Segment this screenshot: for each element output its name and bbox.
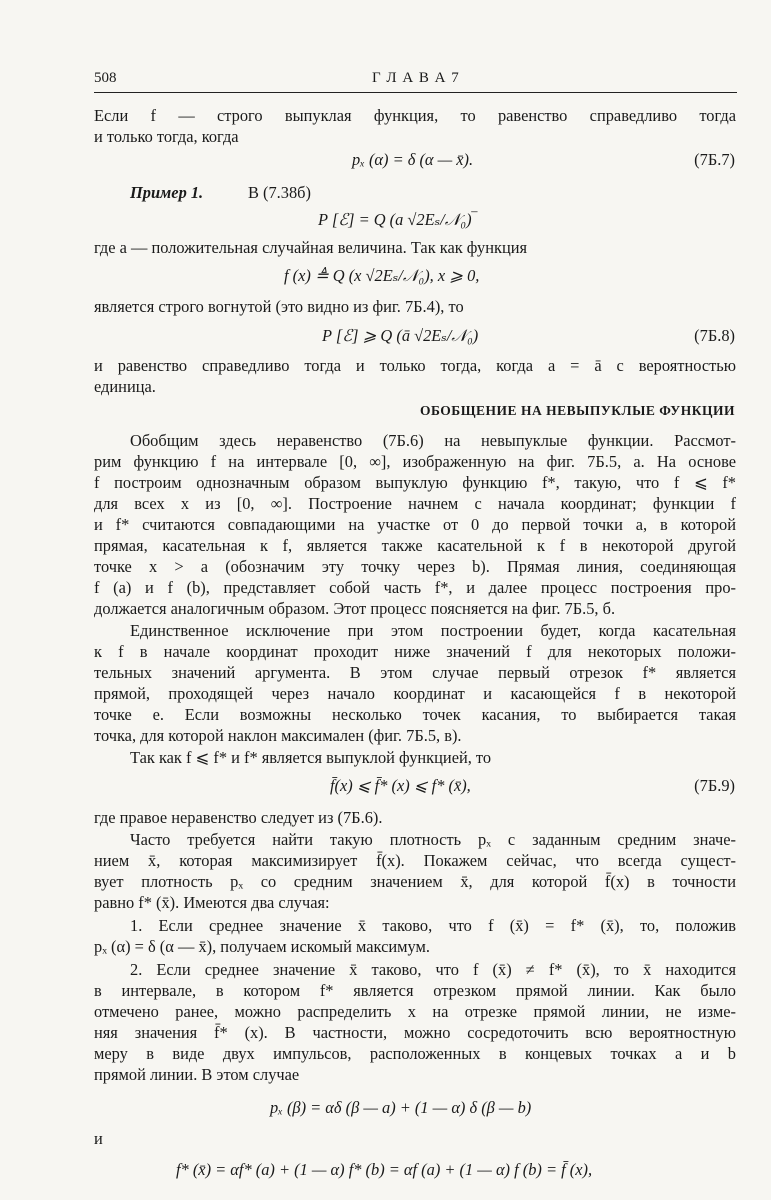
text-line: прямая, касательная к f, является также касательной к f в некоторой другой	[94, 536, 736, 555]
equation-number: (7Б.7)	[694, 150, 735, 169]
text-line: Часто требуется найти такую плотность pₓ с заданным средним значе-	[130, 830, 736, 849]
text-line: вует плотность pₓ со средним значением x̄, для которой f̄(x) в точности	[94, 872, 736, 891]
text-line: рим функцию f на интервале [0, ∞], изображенную на фиг. 7Б.5, a. На основе	[94, 452, 736, 471]
text-line: f построим однозначным образом выпуклую функцию f*, такую, что f ⩽ f*	[94, 473, 736, 492]
text-line: Так как f ⩽ f* и f* является выпуклой функцией, то	[130, 748, 492, 767]
equation-number: (7Б.8)	[694, 326, 735, 345]
equation-pe1: P [ℰ] = Q (a √2Eₛ/𝒩₀)‾	[318, 210, 478, 229]
text-line: точке e. Если возможны несколько точек касания, то выбирается такая	[94, 705, 736, 724]
text-line: и только тогда, когда	[94, 127, 239, 146]
text-line: в интервале, в котором f* является отрезком прямой линии. Как было	[94, 981, 736, 1000]
text-line: f (a) и f (b), представляет собой часть f*, и далее процесс построения про-	[94, 578, 736, 597]
text-line: Единственное исключение при этом построении будет, когда касательная	[130, 621, 736, 640]
equation-7b8: P [ℰ] ⩾ Q (ā √2Eₛ/𝒩₀)	[322, 326, 479, 345]
text-line: равно f* (x̄). Имеются два случая:	[94, 893, 330, 912]
text-line: прямой, проходящей через начало координат и касающейся f в некоторой	[94, 684, 736, 703]
page-number: 508	[94, 70, 117, 86]
text-line: является строго вогнутой (это видно из фиг. 7Б.4), то	[94, 297, 464, 316]
equation-number: (7Б.9)	[694, 776, 735, 795]
equation-final: f* (x̄) = αf* (a) + (1 — α) f* (b) = αf (a) + (1 — α) f (b) = f̄ (x),	[176, 1160, 593, 1179]
text-line: няя значения f̄* (x). В частности, можно сосредоточить всю вероятностную	[94, 1023, 736, 1042]
text-line: отмечено ранее, можно распределить x на отрезке прямой линии, не изме-	[94, 1002, 736, 1021]
chapter-title: Г Л А В А 7	[372, 70, 460, 86]
header-rule	[94, 92, 737, 93]
text-line: должается аналогичным образом. Этот процесс поясняется на фиг. 7Б.5, б.	[94, 599, 616, 618]
text-line: и равенство справедливо тогда и только тогда, когда a = ā с вероятностью	[94, 356, 736, 375]
text-line: для всех x из [0, ∞]. Построение начнем с начала координат; функции f	[94, 494, 736, 513]
text-line: и	[94, 1129, 103, 1148]
text-line: меру в виде двух импульсов, расположенных в концевых точках a и b	[94, 1044, 736, 1063]
text-line: где правое неравенство следует из (7Б.6).	[94, 808, 383, 827]
text-line: тельных значений аргумента. В этом случае первый отрезок f* является	[94, 663, 736, 682]
text-line: pₓ (α) = δ (α — x̄), получаем искомый максимум.	[94, 937, 430, 956]
text-line: 1. Если среднее значение x̄ таково, что f (x̄) = f* (x̄), то, положив	[130, 916, 736, 935]
text-line: Если f — строго выпуклая функция, то равенство справедливо тогда	[94, 106, 736, 125]
text-line: единица.	[94, 377, 156, 396]
equation-7b9: f̄(x) ⩽ f̄* (x) ⩽ f* (x̄),	[330, 776, 471, 795]
text-line: где a — положительная случайная величина. Так как функция	[94, 238, 528, 257]
text-line: к f в начале координат проходит ниже значений f для некоторых положи-	[94, 642, 736, 661]
equation-fx: f (x) ≜ Q (x √2Eₛ/𝒩₀), x ⩾ 0,	[284, 266, 480, 285]
example-label: Пример 1.	[130, 183, 204, 202]
text-line: точка, для которой наклон максимален (фиг. 7Б.5, в).	[94, 726, 462, 745]
equation-7b7: pₓ (α) = δ (α — x̄).	[352, 150, 474, 169]
text-line: В (7.38б)	[248, 183, 311, 202]
section-heading: ОБОБЩЕНИЕ НА НЕВЫПУКЛЫЕ ФУНКЦИИ	[419, 403, 735, 418]
equation-px: pₓ (β) = αδ (β — a) + (1 — α) δ (β — b)	[270, 1098, 532, 1117]
text-line: нием x̄, которая максимизирует f̄(x). Покажем сейчас, что всегда сущест-	[94, 851, 736, 870]
text-line: Обобщим здесь неравенство (7Б.6) на невыпуклые функции. Рассмот-	[130, 431, 736, 450]
text-line: прямой линии. В этом случае	[94, 1065, 300, 1084]
text-line: точке x > a (обозначим эту точку через b). Прямая линия, соединяющая	[94, 557, 736, 576]
text-line: и f* считаются совпадающими на участке от 0 до первой точки a, в которой	[94, 515, 736, 534]
text-line: 2. Если среднее значение x̄ таково, что f (x̄) ≠ f* (x̄), то x̄ находится	[130, 960, 736, 979]
